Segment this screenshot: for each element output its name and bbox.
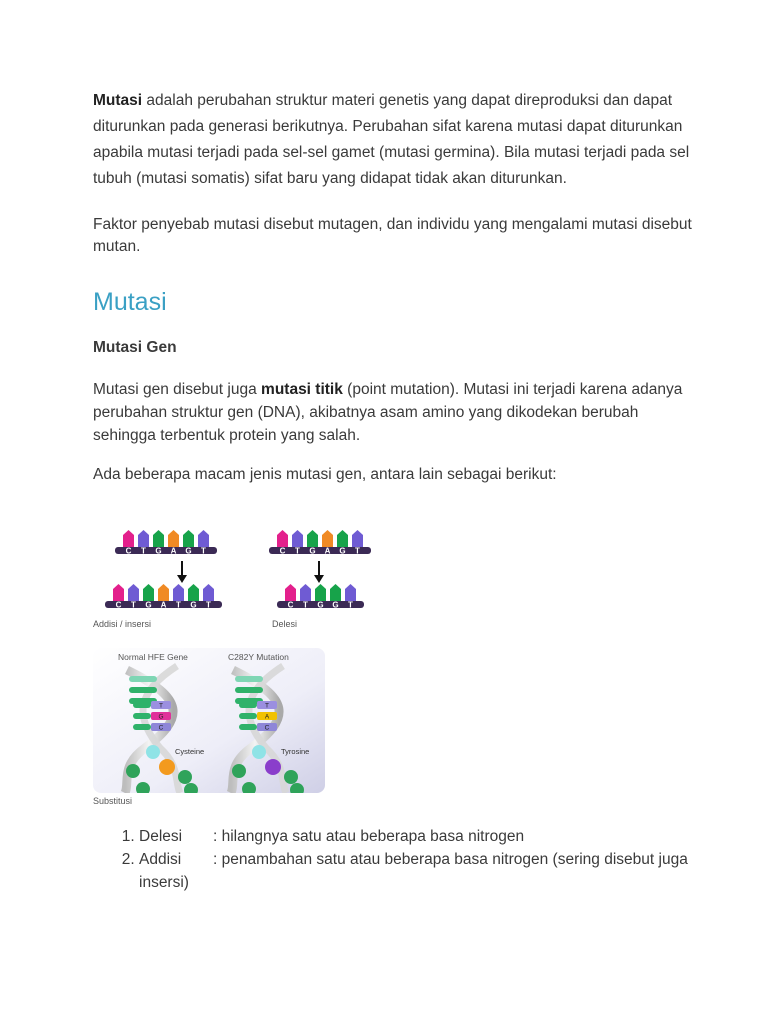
base-pair-rung [239, 702, 257, 708]
types-intro-paragraph: Ada beberapa macam jenis mutasi gen, antara lain sebagai berikut: [93, 466, 557, 483]
substitution-figure [93, 648, 325, 793]
gene-paragraph [93, 378, 693, 447]
dna-base-letter: G [145, 600, 152, 610]
dna-base-t [203, 584, 214, 601]
dna-base-letter: G [339, 546, 346, 556]
dna-base-g [143, 584, 154, 601]
dna-base-g [188, 584, 199, 601]
dna-base-a [158, 584, 169, 601]
right-amino-label: Tyrosine [281, 747, 310, 756]
dna-base-letter: G [332, 600, 339, 610]
dna-base-c [285, 584, 296, 601]
dna-base-t [292, 530, 303, 547]
dna-base-t [352, 530, 363, 547]
intro-text: adalah perubahan struktur materi genetis yang dapat direproduksi dan dapat diturunkan pada generasi berikutnya. Perubahan sifat karena mutasi dapat diturunkan apabila mutasi terjadi pada sel-sel gamet (mutasi germina). Bila mutasi terjadi pada sel tubuh (mutasi somatis) sifat baru yang didapat tidak akan diturunkan. [93, 92, 690, 187]
dna-base-letter: T [303, 600, 308, 610]
article-body [93, 88, 693, 486]
substitution-caption: Substitusi [93, 796, 133, 806]
base-pair-rung [235, 676, 263, 682]
dna-base-t [198, 530, 209, 547]
list-item [139, 825, 709, 848]
dna-base-a [168, 530, 179, 547]
dna-base-g [315, 584, 326, 601]
arrow-down-icon [314, 561, 324, 583]
dna-base-g [183, 530, 194, 547]
list-desc: : hilangnya satu atau beberapa basa nitrogen [213, 828, 525, 845]
normal-gene-title: Normal HFE Gene [118, 652, 188, 662]
dna-base-a [322, 530, 333, 547]
dna-base-letter: T [355, 546, 360, 556]
gene-text-before: Mutasi gen disebut juga [93, 381, 262, 398]
base-letter: C [158, 724, 164, 732]
addition-figure [93, 519, 243, 619]
section-subheading: Mutasi Gen [93, 339, 177, 356]
dna-base-c [123, 530, 134, 547]
base-pair-rung [239, 724, 257, 730]
dna-base-letter: T [201, 546, 206, 556]
dna-base-g [330, 584, 341, 601]
dna-base-letter: A [324, 546, 331, 556]
dna-base-g [307, 530, 318, 547]
left-amino-label: Cysteine [175, 747, 205, 756]
dna-base-g [153, 530, 164, 547]
base-pair-rung [235, 687, 263, 693]
base-pair-rung [239, 713, 257, 719]
gene-text-after: (point mutation). Mutasi ini terjadi karena adanya perubahan struktur gen (DNA), akibatnya asam amino yang dikodekan berubah sehingga terbentuk protein yang salah. [93, 381, 683, 444]
amino-acid-ball [178, 770, 192, 784]
mutation-figures [93, 519, 383, 631]
base-letter: G [158, 713, 164, 721]
dna-base-letter: C [287, 600, 294, 610]
deletion-figure [253, 519, 383, 619]
base-letter: T [265, 702, 269, 710]
section-heading: Mutasi [93, 288, 167, 316]
dna-base-letter: G [185, 546, 192, 556]
base-pair-rung [129, 687, 157, 693]
dna-base-letter: T [348, 600, 353, 610]
intro-bold-term: Mutasi [93, 92, 143, 109]
dna-base-c [277, 530, 288, 547]
dna-base-c [113, 584, 124, 601]
factor-paragraph: Faktor penyebab mutasi disebut mutagen, dan individu yang mengalami mutasi disebut mutan. [93, 216, 692, 255]
dna-base-letter: G [317, 600, 324, 610]
list-term: Delesi [139, 828, 183, 845]
base-pair-rung [133, 702, 151, 708]
addition-caption: Addisi / insersi [93, 619, 152, 629]
dna-base-g [337, 530, 348, 547]
dna-base-letter: T [206, 600, 211, 610]
base-letter: C [264, 724, 270, 732]
dna-base-letter: T [295, 546, 300, 556]
dna-base-t [345, 584, 356, 601]
intro-paragraph [93, 88, 693, 192]
dna-base-letter: C [115, 600, 122, 610]
base-letter: T [159, 702, 163, 710]
amino-acid-ball [159, 759, 175, 775]
dna-base-t [300, 584, 311, 601]
amino-acid-ball [232, 764, 246, 778]
amino-acid-ball [252, 745, 266, 759]
amino-acid-ball [146, 745, 160, 759]
dna-base-letter: A [160, 600, 167, 610]
amino-acid-ball [265, 759, 281, 775]
gene-bold-term: mutasi titik [261, 381, 343, 398]
dna-base-t [173, 584, 184, 601]
dna-base-letter: T [176, 600, 181, 610]
amino-acid-ball [284, 770, 298, 784]
amino-acid-ball [126, 764, 140, 778]
dna-base-letter: C [125, 546, 132, 556]
dna-base-letter: A [170, 546, 177, 556]
arrow-down-icon [177, 561, 187, 583]
mutation-title: C282Y Mutation [228, 652, 289, 662]
dna-base-letter: G [309, 546, 316, 556]
dna-base-letter: T [141, 546, 146, 556]
mutation-type-list [93, 825, 709, 894]
dna-base-letter: T [131, 600, 136, 610]
dna-base-letter: G [190, 600, 197, 610]
list-item [139, 848, 709, 894]
base-pair-rung [133, 713, 151, 719]
dna-base-letter: C [279, 546, 286, 556]
base-letter: A [264, 713, 270, 721]
dna-base-letter: G [155, 546, 162, 556]
list-term: Addisi [139, 851, 182, 868]
list-desc: : penambahan satu atau beberapa basa nitrogen (sering disebut juga insersi) [139, 851, 688, 891]
base-pair-rung [133, 724, 151, 730]
dna-base-t [138, 530, 149, 547]
deletion-caption: Delesi [272, 619, 298, 629]
dna-base-t [128, 584, 139, 601]
base-pair-rung [129, 676, 157, 682]
